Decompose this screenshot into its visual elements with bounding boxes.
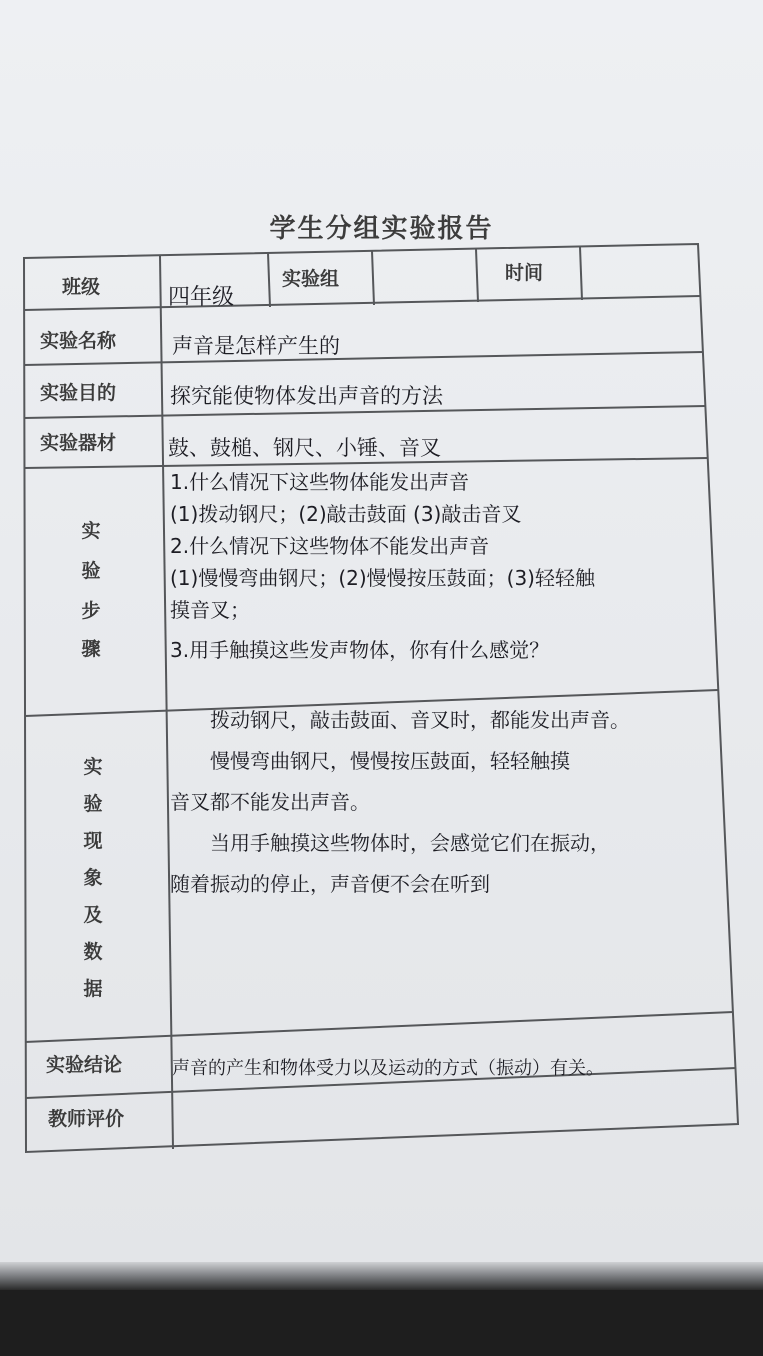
- phenomena-line: 拨动钢尺，敲击鼓面、音叉时，都能发出声音。: [170, 708, 630, 732]
- purpose-label: 实验目的: [40, 382, 117, 404]
- phenomena-line: 慢慢弯曲钢尺，慢慢按压鼓面，轻轻触摸: [170, 749, 570, 773]
- evaluation-label: 教师评价: [48, 1108, 125, 1130]
- experiment-purpose-value: 探究能使物体发出声音的方法: [170, 384, 443, 408]
- steps-line: 摸音叉；: [170, 598, 250, 622]
- steps-line: 1.什么情况下这些物体能发出声音: [170, 470, 470, 494]
- conclusion-label: 实验结论: [46, 1054, 123, 1076]
- steps-label-char: 验: [81, 560, 101, 582]
- phenomena-line: 当用手触摸这些物体时，会感觉它们在振动，: [170, 831, 610, 855]
- time-label: 时间: [505, 262, 544, 284]
- conclusion-value: 声音的产生和物体受力以及运动的方式（振动）有关。: [172, 1058, 604, 1079]
- phenomena-label-char: 现: [83, 830, 103, 852]
- class-value: 四年级: [168, 285, 235, 310]
- phenomena-label-char: 验: [83, 793, 103, 815]
- steps-line: (1)拨动钢尺；(2)敲击鼓面 (3)敲击音叉: [170, 502, 522, 526]
- steps-line: (1)慢慢弯曲钢尺；(2)慢慢按压鼓面；(3)轻轻触: [170, 566, 595, 590]
- paper-stack-edge: [0, 1262, 763, 1290]
- phenomena-line: 音叉都不能发出声音。: [170, 790, 370, 814]
- experiment-name-value: 声音是怎样产生的: [172, 334, 340, 358]
- group-label: 实验组: [282, 268, 340, 290]
- steps-line: 2.什么情况下这些物体不能发出声音: [170, 534, 490, 558]
- class-label: 班级: [62, 276, 101, 298]
- phenomena-text: [170, 700, 630, 905]
- report-title: 学生分组实验报告: [269, 214, 494, 244]
- phenomena-label-char: 象: [83, 867, 103, 889]
- steps-text: [170, 466, 595, 666]
- steps-line: 3.用手触摸这些发声物体，你有什么感觉？: [170, 638, 550, 662]
- phenomena-label-char: 及: [83, 904, 103, 926]
- phenomena-line: 随着振动的停止，声音便不会在听到: [170, 872, 490, 896]
- steps-label-char: 实: [81, 520, 101, 542]
- phenomena-label-char: 实: [83, 756, 103, 778]
- steps-label-char: 骤: [81, 638, 101, 660]
- equipment-value: 鼓、鼓槌、钢尺、小锤、音叉: [168, 436, 441, 460]
- steps-label-char: 步: [81, 600, 101, 622]
- phenomena-label-char: 数: [83, 941, 103, 963]
- equipment-label: 实验器材: [40, 432, 117, 454]
- phenomena-label-char: 据: [83, 978, 103, 1000]
- name-label: 实验名称: [40, 330, 117, 352]
